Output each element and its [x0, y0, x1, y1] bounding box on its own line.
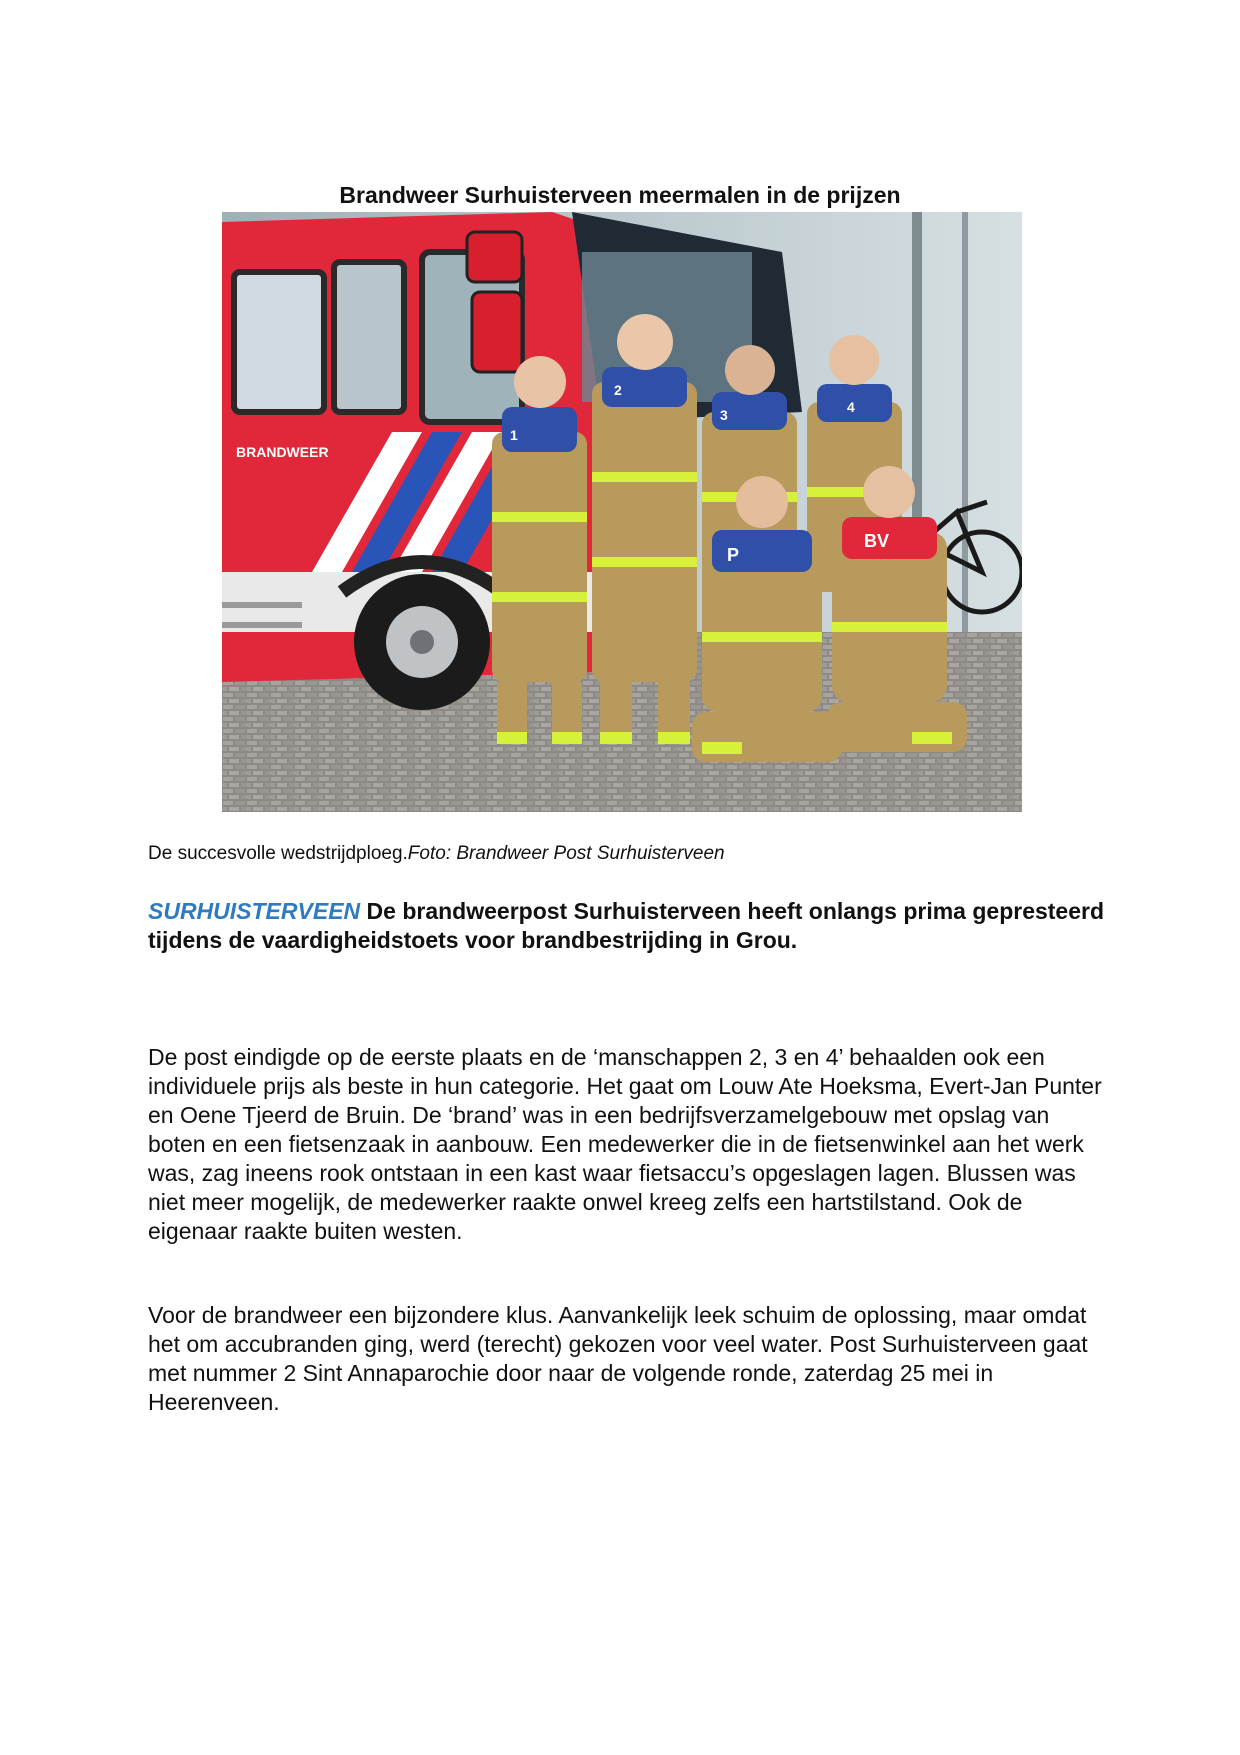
truck-lettering: BRANDWEER	[236, 444, 329, 460]
lead-text: De brandweerpost Surhuisterveen heeft onlangs prima gepresteerd tijdens de vaardigheidstoets voor brandbestrijding in Grou.	[148, 898, 1105, 953]
photo-caption	[148, 843, 725, 865]
article-photo	[222, 212, 1022, 812]
badge-3: 3	[720, 407, 728, 423]
badge-2: 2	[614, 382, 622, 398]
article-title: Brandweer Surhuisterveen meermalen in de prijzen	[339, 182, 901, 208]
photo-credit: Foto: Brandweer Post Surhuisterveen	[407, 843, 725, 864]
badge-4: 4	[847, 399, 855, 415]
dateline: SURHUISTERVEEN	[148, 898, 361, 924]
firefighters-photo-illustration	[222, 212, 1022, 812]
lead-paragraph	[148, 897, 1108, 955]
body-paragraph-2: Voor de brandweer een bijzondere klus. Aanvankelijk leek schuim de oplossing, maar omdat het om accubranden ging, werd (terecht) gekozen voor veel water. Post Surhuisterveen gaat met nummer 2 Sint Annaparochie door naar de volgende ronde, zaterdag 25 mei in Heerenveen.	[148, 1302, 1088, 1415]
badge-bv: BV	[864, 531, 890, 551]
caption-text: De succesvolle wedstrijdploeg.	[148, 843, 408, 864]
firefighter-2	[592, 314, 697, 744]
badge-p: P	[727, 545, 740, 565]
body-paragraph-1: De post eindigde op de eerste plaats en de ‘manschappen 2, 3 en 4’ behaalden ook een individuele prijs als beste in hun categorie. Het gaat om Louw Ate Hoeksma, Evert-Jan Punter en Oene Tjeerd de Bruin. De ‘brand’ was in een bedrijfsverzamelgebouw met opslag van boten en een fietsenzaak in aanbouw. Een medewerker die in de fietsenwinkel aan het werk was, zag ineens rook ontstaan in een kast waar fietsaccu’s opgeslagen lagen. Blussen was niet meer mogelijk, de medewerker raakte onwel kreeg zelfs een hartstilstand. Ook de eigenaar raakte buiten westen.	[148, 1044, 1102, 1244]
badge-1: 1	[510, 427, 518, 443]
